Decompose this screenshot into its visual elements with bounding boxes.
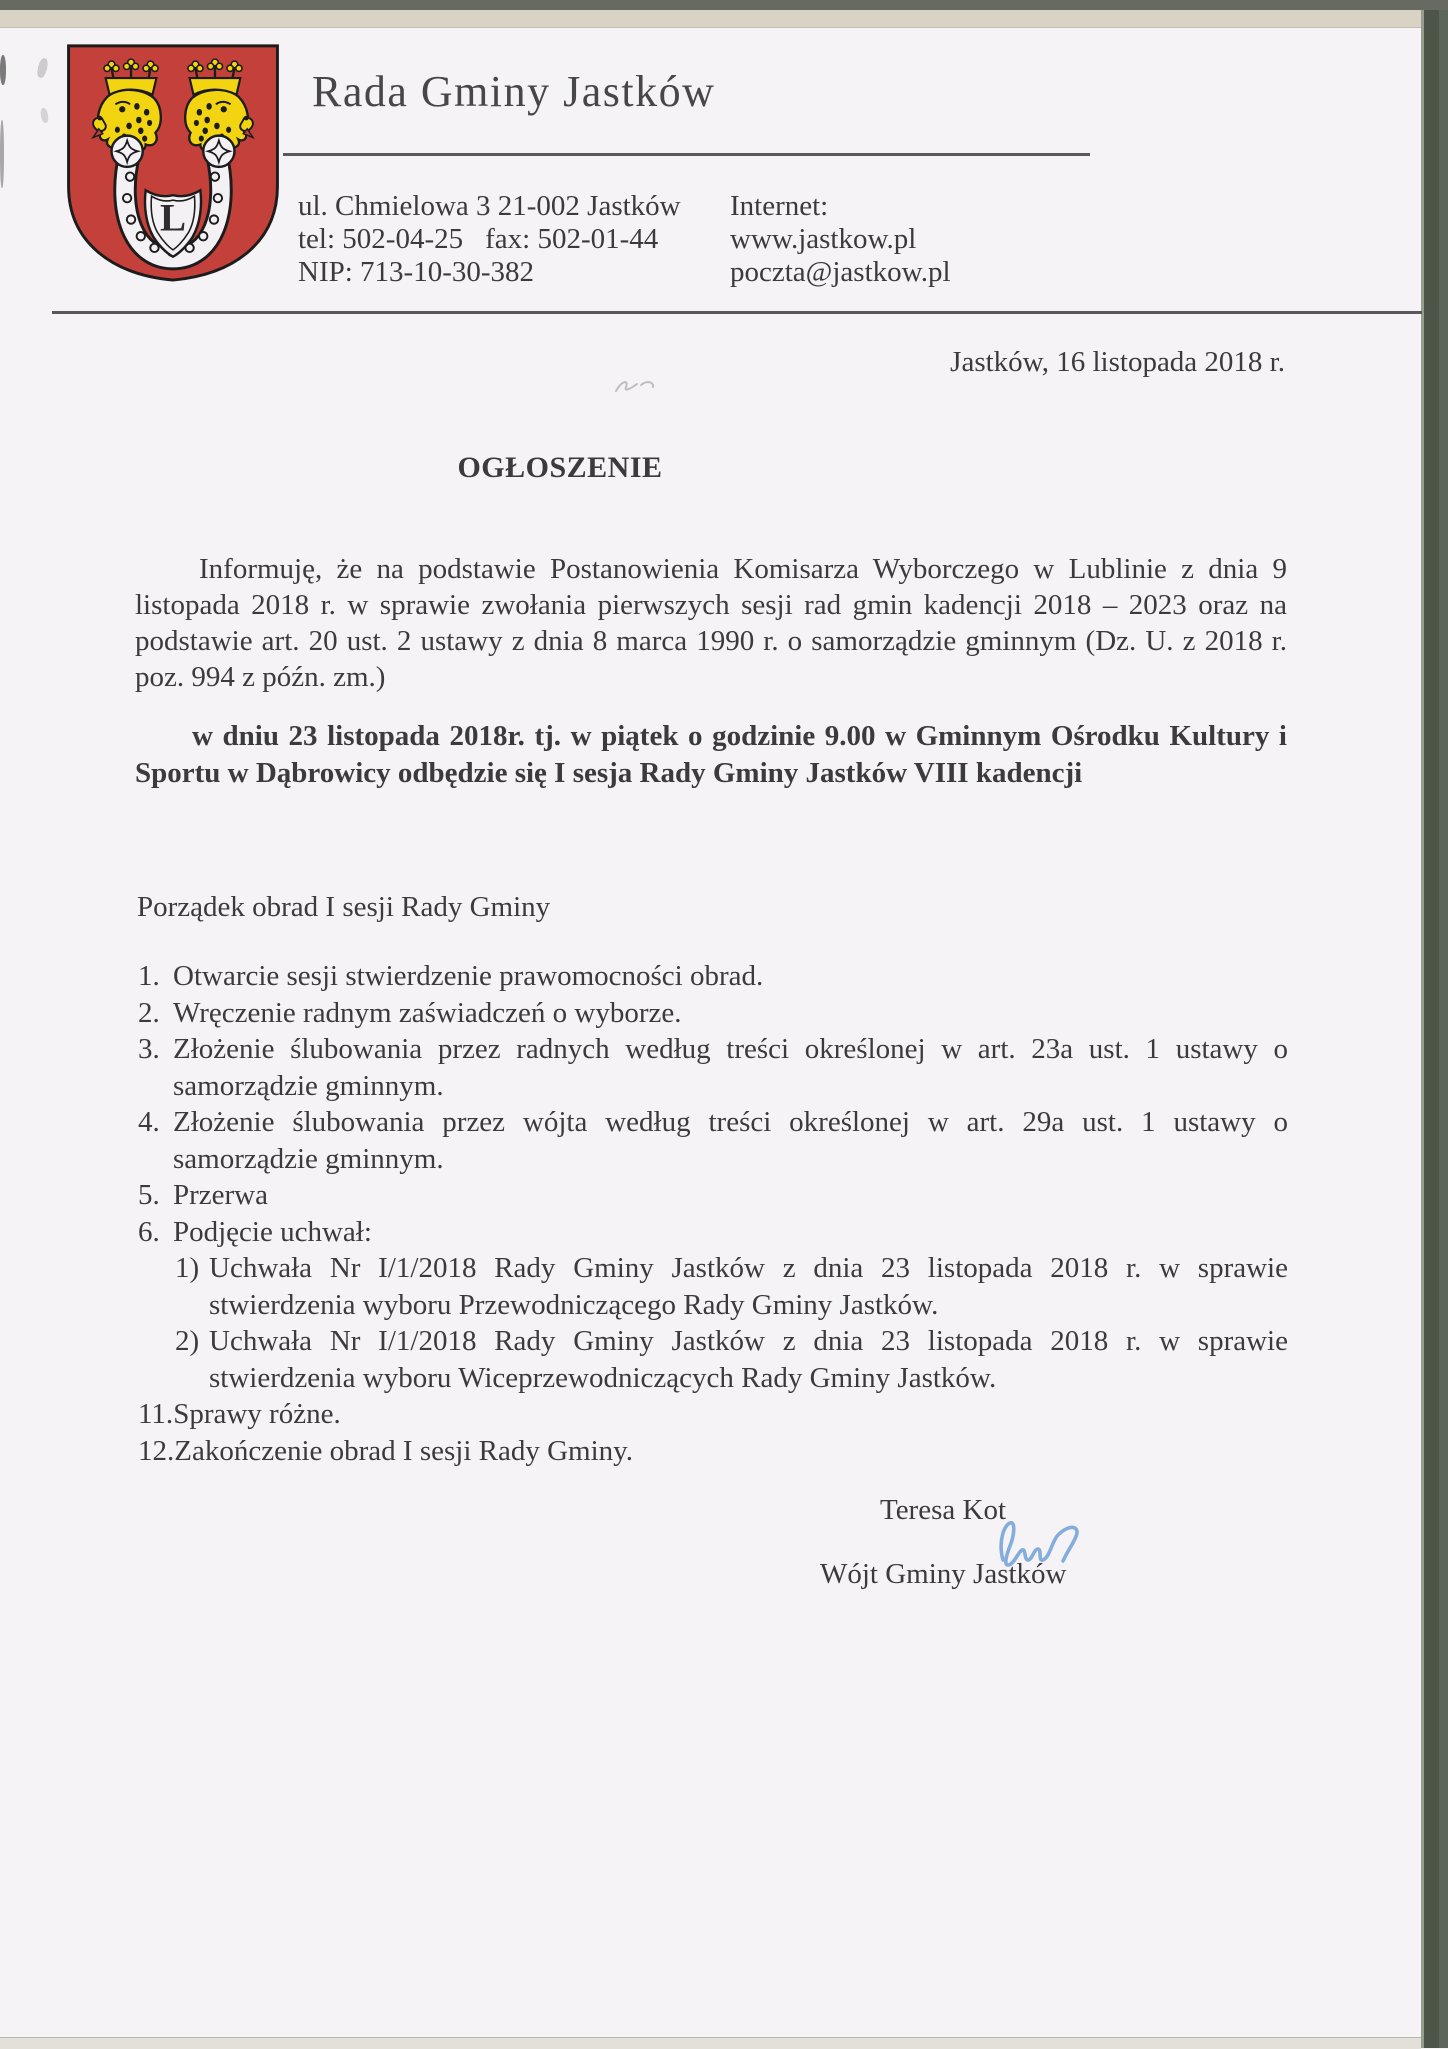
agenda-item bbox=[138, 1177, 1288, 1214]
scan-smudge bbox=[40, 108, 49, 124]
agenda-item-number: 4. bbox=[138, 1106, 160, 1138]
agenda-item-number: 3. bbox=[138, 1033, 160, 1065]
agenda-item-number: 2. bbox=[138, 996, 160, 1029]
divider-rule bbox=[52, 311, 1422, 314]
agenda-item bbox=[138, 995, 1288, 1032]
agenda-subitem-text: Uchwała Nr I/1/2018 Rady Gminy Jastków z dnia 23 listopada 2018 r. w sprawie stwierdzenia wyboru Przewodniczącego Rady Gminy Jastków. bbox=[209, 1252, 1288, 1321]
agenda-item bbox=[138, 958, 1288, 995]
scan-edge-right bbox=[1421, 10, 1448, 2048]
agenda-item bbox=[138, 1396, 1288, 1433]
email: poczta@jastkow.pl bbox=[730, 256, 951, 288]
coat-of-arms-jastkow bbox=[60, 40, 286, 284]
fax: fax: 502-01-44 bbox=[485, 223, 659, 255]
agenda-item-text: Przerwa bbox=[173, 1179, 269, 1211]
signature-name: Teresa Kot bbox=[880, 1494, 1006, 1526]
rosette-right bbox=[203, 136, 234, 167]
phone: tel: 502-04-25 bbox=[298, 223, 464, 255]
agenda-item bbox=[138, 1031, 1288, 1104]
scan-edge-top bbox=[0, 0, 1448, 10]
agenda-subitem-number: 2) bbox=[175, 1325, 200, 1357]
agenda-sublist bbox=[175, 1250, 1288, 1396]
website: www.jastkow.pl bbox=[730, 223, 917, 255]
internet-block bbox=[730, 190, 951, 289]
agenda-list bbox=[138, 958, 1288, 1469]
agenda-item bbox=[138, 1104, 1288, 1177]
pencil-mark bbox=[612, 376, 660, 398]
announcement-paragraph: w dniu 23 listopada 2018r. tj. w piątek o godzinie 9.00 w Gminnym Ośrodku Kultury i Sportu w Dąbrowicy odbędzie się I sesja Rady Gminy Jastków VIII kadencji bbox=[135, 720, 1287, 789]
header-rule bbox=[283, 153, 1090, 156]
address-line: ul. Chmielowa 3 21-002 Jastków bbox=[298, 190, 681, 222]
inner-shield-letter: L bbox=[159, 196, 187, 240]
agenda-item bbox=[138, 1214, 1288, 1251]
agenda-item-number: 11. bbox=[138, 1398, 174, 1430]
nip-line: NIP: 713-10-30-382 bbox=[298, 256, 535, 288]
scan-edge-top-beige bbox=[0, 10, 1448, 28]
agenda-item-number: 5. bbox=[138, 1179, 160, 1211]
document-title: OGŁOSZENIE bbox=[457, 451, 663, 484]
agenda-subitem bbox=[175, 1323, 1288, 1396]
agenda-item-text: Zakończenie obrad I sesji Rady Gminy. bbox=[174, 1434, 634, 1467]
internet-label: Internet: bbox=[730, 190, 829, 222]
signature-title: Wójt Gminy Jastków bbox=[820, 1558, 1067, 1590]
agenda-item-text: Podjęcie uchwał: bbox=[173, 1215, 372, 1248]
agenda-subitem-text: Uchwała Nr I/1/2018 Rady Gminy Jastków z dnia 23 listopada 2018 r. w sprawie stwierdzenia wyboru Wiceprzewodniczących Rady Gminy Jastków. bbox=[209, 1325, 1288, 1394]
agenda-subitem-number: 1) bbox=[175, 1252, 200, 1284]
address-block bbox=[298, 190, 681, 289]
agenda-item-text: Złożenie ślubowania przez wójta według treści określonej w art. 29a ust. 1 ustawy o samorządzie gminnym. bbox=[173, 1106, 1288, 1175]
intro-paragraph: Informuję, że na podstawie Postanowienia Komisarza Wyborczego w Lublinie z dnia 9 listopada 2018 r. w sprawie zwołania pierwszych sesji rad gmin kadencji 2018 – 2023 oraz na podstawie art. 20 ust. 2 ustawy z dnia 8 marca 1990 r. o samorządzie gminnym (Dz. U. z 2018 r. poz. 994 z późn. zm.) bbox=[135, 553, 1287, 693]
agenda-item-number: 1. bbox=[138, 960, 160, 992]
agenda-item-text: Otwarcie sesji stwierdzenie prawomocności obrad. bbox=[173, 960, 764, 992]
agenda-item-text: Złożenie ślubowania przez radnych według treści określonej w art. 23a ust. 1 ustawy o samorządzie gminnym. bbox=[173, 1033, 1288, 1102]
scan-smudge bbox=[0, 55, 6, 85]
agenda-item bbox=[138, 1433, 1288, 1470]
agenda-item-text: Sprawy różne. bbox=[173, 1398, 341, 1430]
rosette-left bbox=[112, 136, 143, 167]
scan-smudge bbox=[0, 120, 4, 188]
place-date: Jastków, 16 listopada 2018 r. bbox=[950, 346, 1285, 378]
agenda-item-number: 12. bbox=[138, 1434, 175, 1467]
scan-smudge bbox=[36, 57, 50, 79]
agenda-subitem bbox=[175, 1250, 1288, 1323]
agenda-heading: Porządek obrad I sesji Rady Gminy bbox=[137, 891, 551, 923]
phone-fax-line bbox=[298, 223, 681, 256]
scan-edge-bottom bbox=[0, 2037, 1421, 2049]
org-name: Rada Gminy Jastków bbox=[312, 67, 716, 116]
agenda-item-number: 6. bbox=[138, 1215, 160, 1248]
agenda-item-text: Wręczenie radnym zaświadczeń o wyborze. bbox=[173, 996, 682, 1029]
